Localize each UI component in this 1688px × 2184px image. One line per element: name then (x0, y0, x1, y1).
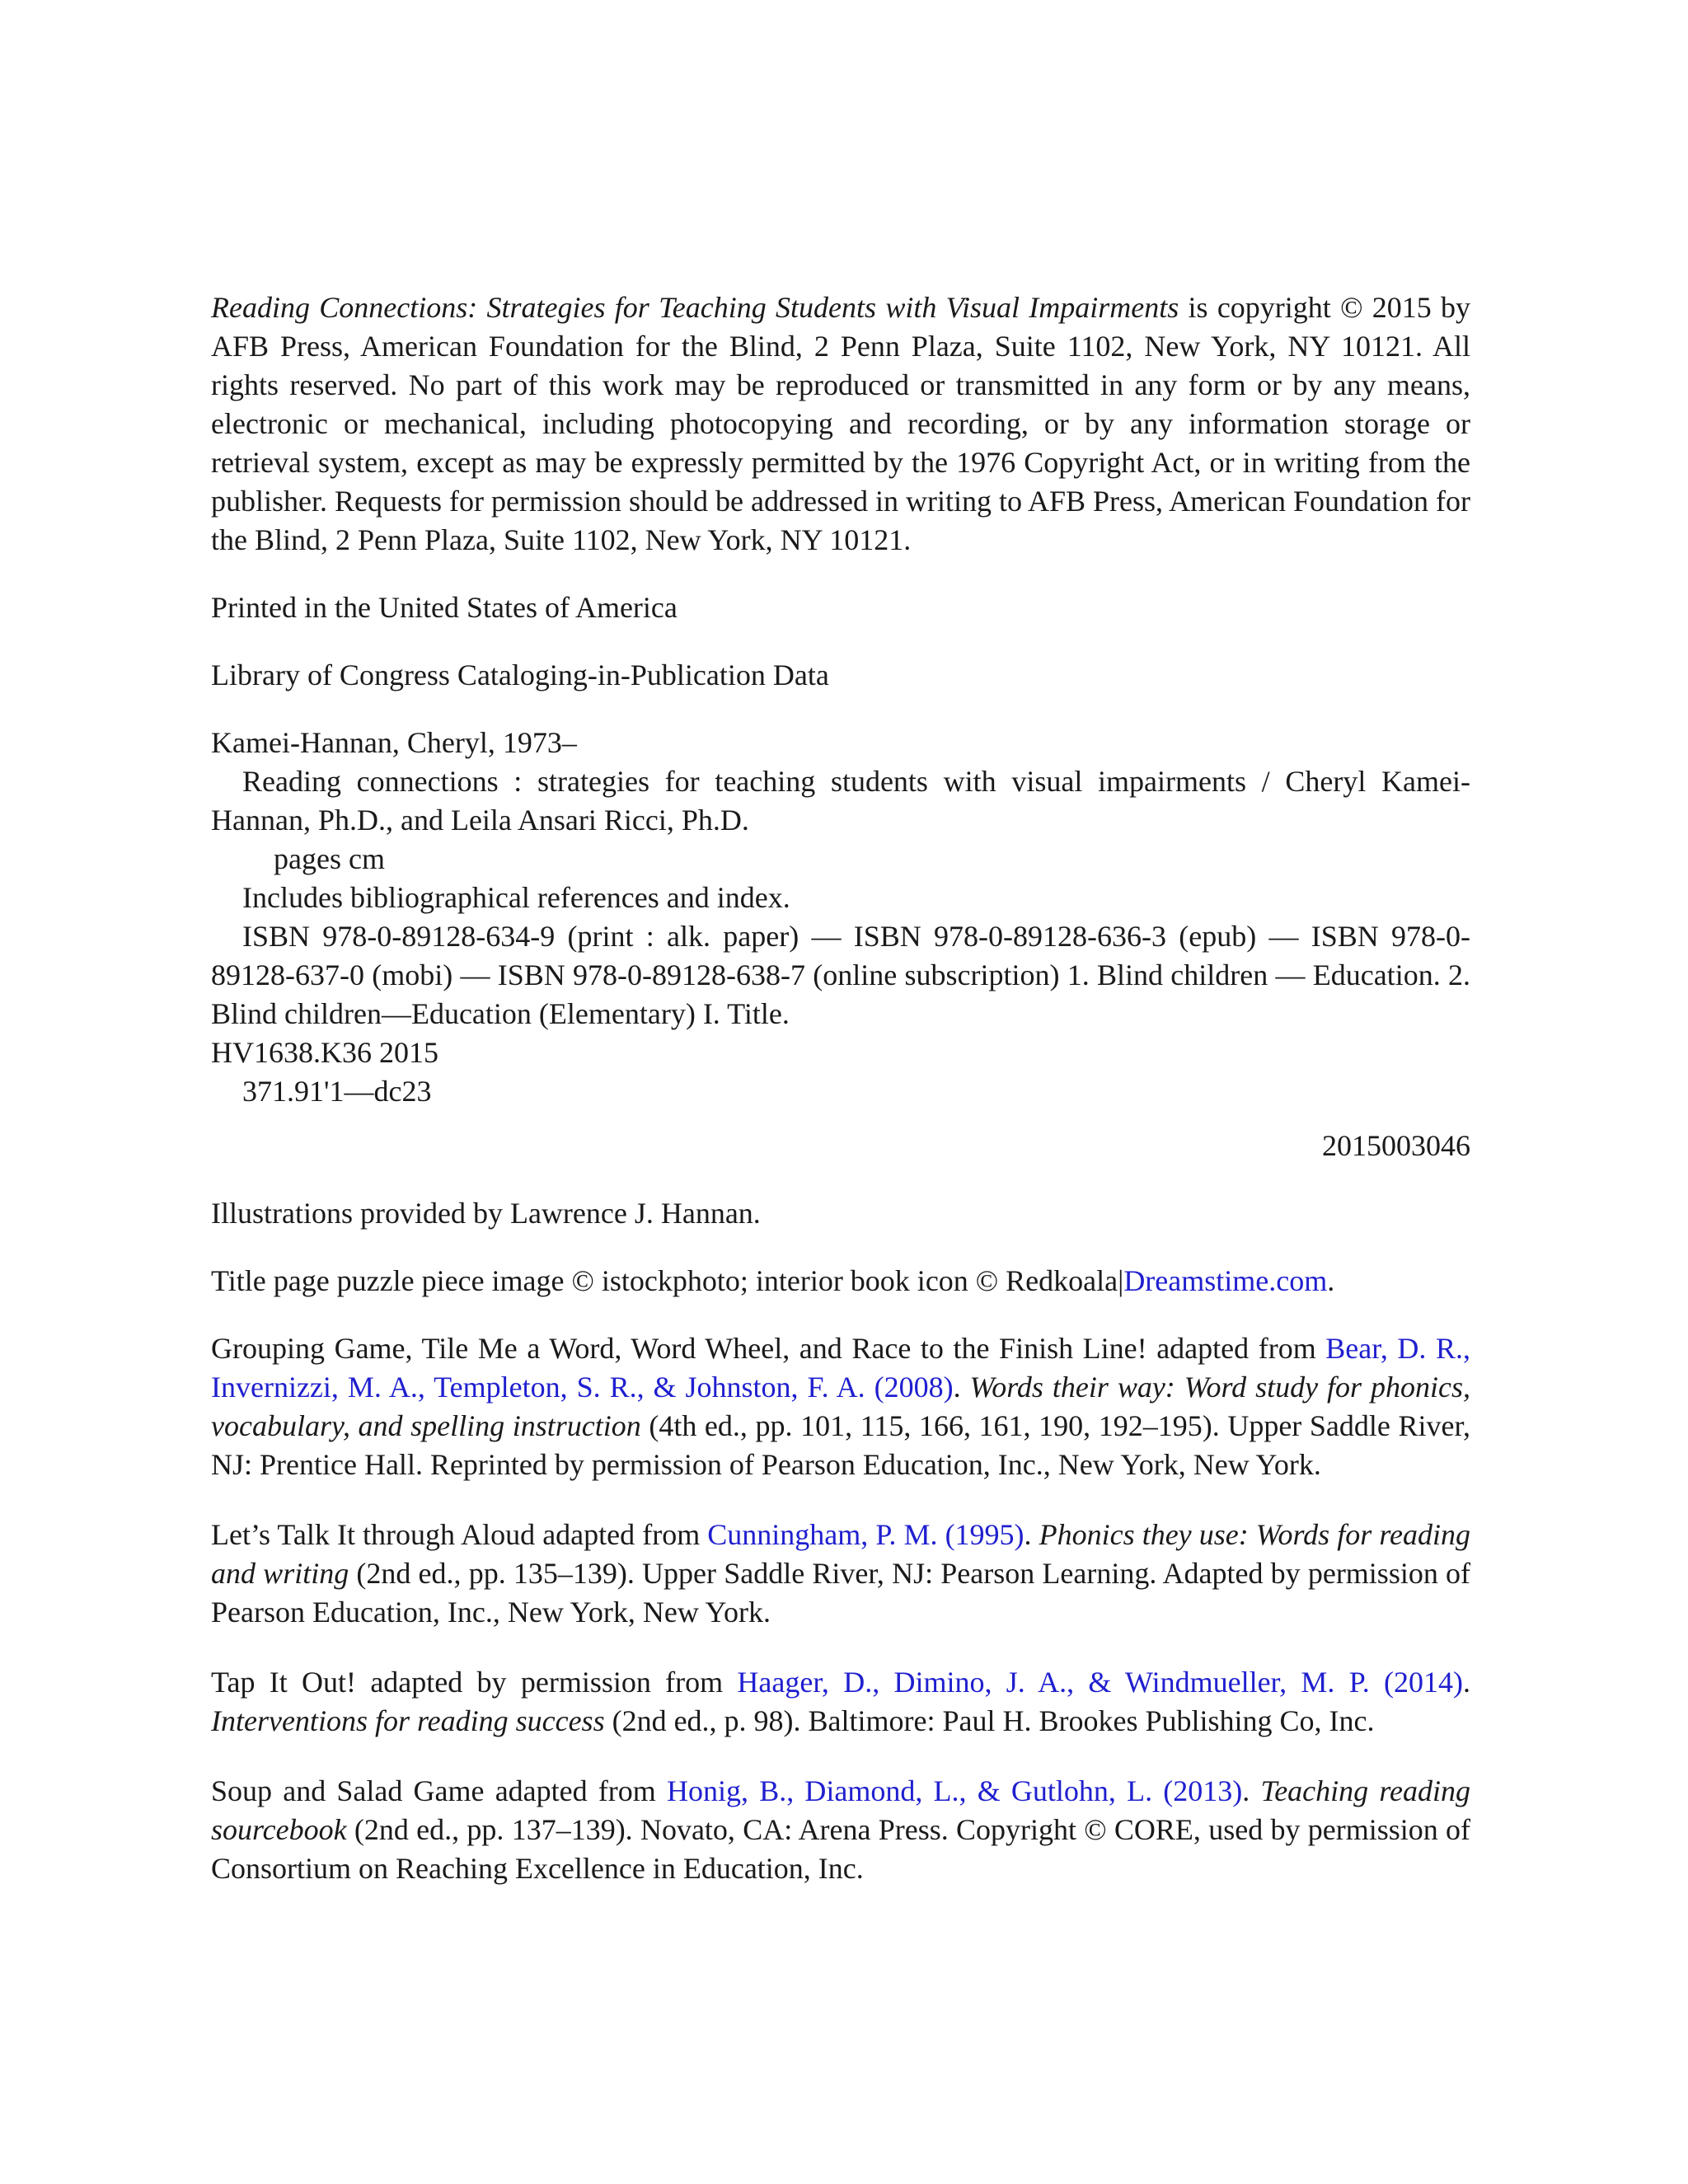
credit-lets-talk: Let’s Talk It through Aloud adapted from Cunningham, P. M. (1995). Phonics they use: Words for reading and writing (2nd ed., pp. 135–139). Upper Saddle River, NJ: Pearson Learning. Adapted by permission of Pearson Education, Inc., New York, New York. (211, 1518, 1471, 1629)
cip-dewey: 371.91'1—dc23 (242, 1075, 432, 1108)
cip-isbn: ISBN 978-0-89128-634-9 (print : alk. paper) — ISBN 978-0-89128-636-3 (epub) — ISBN 978-0-89128-637-0 (mobi) — ISBN 978-0-89128-638-7 (online subscription) 1. Blind children — Education. 2. Blind children—Education (Elementary) I. Title. (211, 920, 1470, 1030)
haager-reference-link[interactable]: Haager, D., Dimino, J. A., & Windmueller, M. P. (2014) (737, 1666, 1464, 1699)
bear-reference-link[interactable]: Bear, D. R., Invernizzi, M. A., Templeton, S. R., & Johnston, F. A. (2008) (211, 1332, 1470, 1404)
printed-in: Printed in the United States of America (211, 591, 678, 624)
credit-grouping-game: Grouping Game, Tile Me a Word, Word Wheel, and Race to the Finish Line! adapted from Bear, D. R., Invernizzi, M. A., Templeton, S. R., & Johnston, F. A. (2008). Words their way: Word study for phonics, vocabulary, and spelling instruction (4th ed., pp. 101, 115, 166, 161, 190, 192–195). Upper Saddle River, NJ: Prentice Hall. Reprinted by permission of Pearson Education, Inc., New York, New York. (211, 1332, 1471, 1481)
book-title: Reading Connections: Strategies for Teaching Students with Visual Impairments (211, 291, 1179, 324)
cip-author: Kamei-Hannan, Cheryl, 1973– (211, 726, 577, 759)
cip-lccn: 2015003046 (1322, 1129, 1470, 1162)
cip-block (211, 724, 1470, 1165)
copyright-text: is copyright © 2015 by AFB Press, American Foundation for the Blind, 2 Penn Plaza, Suite 1102, New York, NY 10121. All rights reserved. No part of this work may be reproduced or transmitted in any form or by any means, electronic or mechanical, including photocopying and recording, or by any information storage or retrieval system, except as may be expressly permitted by the 1976 Copyright Act, or in writing from the publisher. Requests for permission should be addressed in writing to AFB Press, American Foundation for the Blind, 2 Penn Plaza, Suite 1102, New York, NY 10121. (211, 291, 1470, 556)
cip-lc-class: HV1638.K36 2015 (211, 1036, 438, 1069)
illustrations-credit: Illustrations provided by Lawrence J. Hannan. (211, 1197, 761, 1230)
image-credit: Title page puzzle piece image © istockphoto; interior book icon © Redkoala|Dreamstime.com. (211, 1264, 1335, 1297)
cip-includes: Includes bibliographical references and index. (242, 881, 790, 914)
cip-title-line: Reading connections : strategies for teaching students with visual impairments / Cheryl Kamei-Hannan, Ph.D., and Leila Ansari Ricci, Ph.D. (211, 765, 1470, 837)
cip-heading: Library of Congress Cataloging-in-Publication Data (211, 658, 829, 691)
cunningham-reference-link[interactable]: Cunningham, P. M. (1995) (707, 1518, 1025, 1551)
dreamstime-link[interactable]: Dreamstime.com (1123, 1264, 1328, 1297)
copyright-page (211, 288, 1470, 1888)
credit-tap-it-out: Tap It Out! adapted by permission from Haager, D., Dimino, J. A., & Windmueller, M. P. (2014). Interventions for reading success (2nd ed., p. 98). Baltimore: Paul H. Brookes Publishing Co, Inc. (211, 1666, 1471, 1737)
honig-reference-link[interactable]: Honig, B., Diamond, L., & Gutlohn, L. (2013) (667, 1774, 1243, 1807)
copyright-notice (211, 288, 1470, 560)
credit-soup-salad: Soup and Salad Game adapted from Honig, B., Diamond, L., & Gutlohn, L. (2013). Teaching reading sourcebook (2nd ed., pp. 137–139). Novato, CA: Arena Press. Copyright © CORE, used by permission of Consortium on Reaching Excellence in Education, Inc. (211, 1774, 1471, 1885)
cip-pages: pages cm (274, 842, 385, 875)
